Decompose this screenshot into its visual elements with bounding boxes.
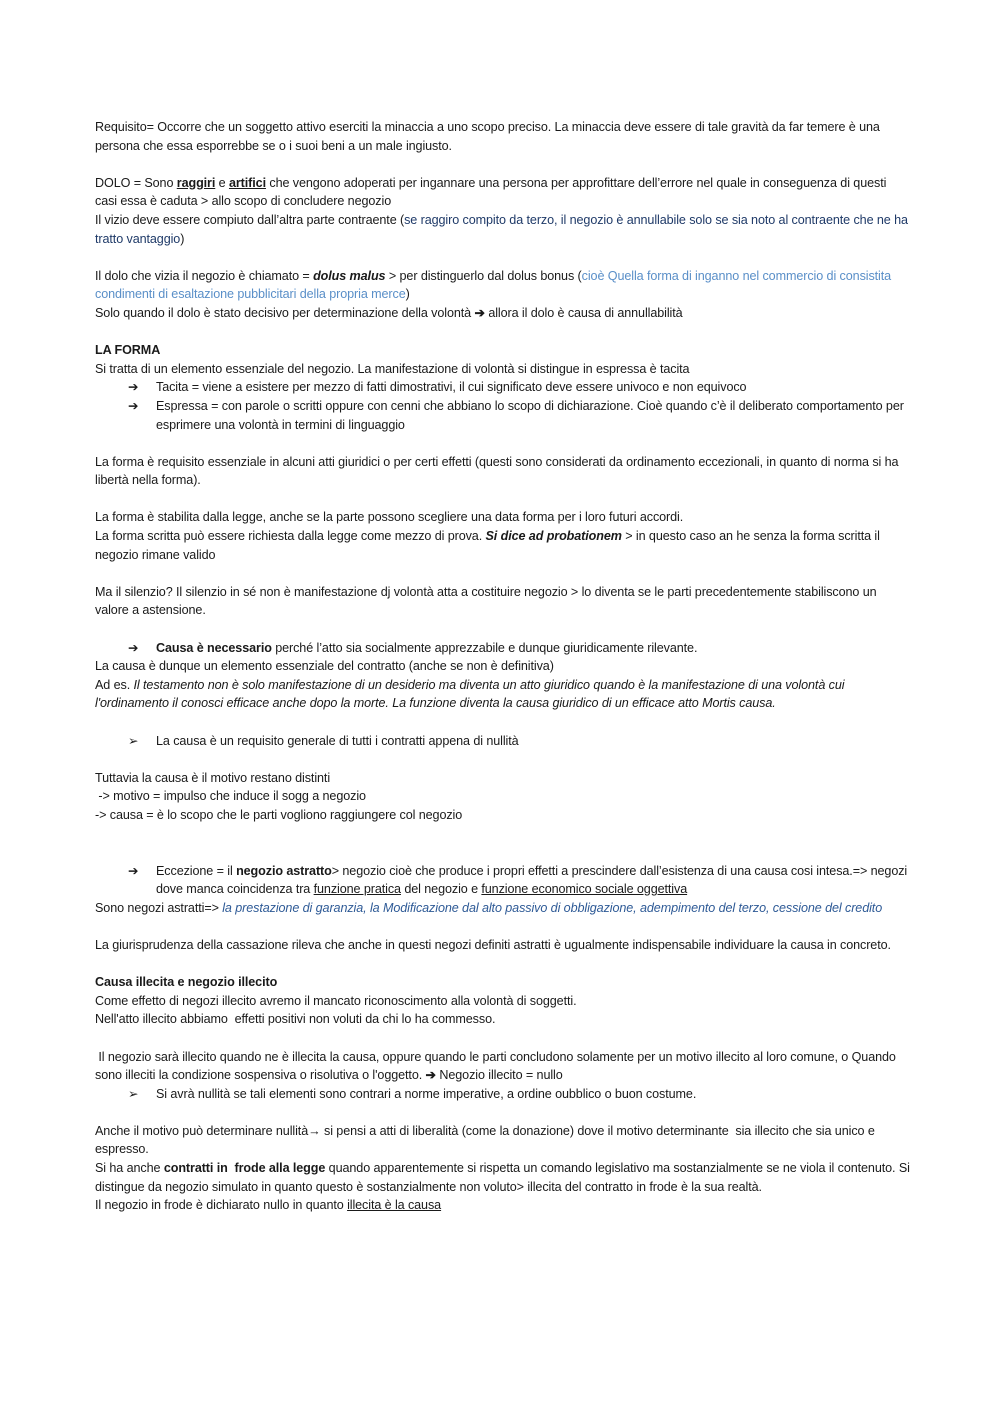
causa-line: -> causa = è lo scopo che le parti vogliono raggiungere col negozio (95, 807, 463, 822)
list-item-espressa (95, 397, 910, 434)
raggiri-term: raggiri (176, 175, 216, 190)
causa-elemento-paragraph: La causa è dunque un elemento essenziale del contratto (anche se non è definitiva) (95, 659, 554, 674)
arrow-icon: → (308, 1123, 321, 1138)
nullita-text: Si avrà nullità se tali elementi sono contrari a norme imperative, a ordine oubblico o buon costume. (156, 1086, 697, 1101)
testamento-text: Ad es. (95, 677, 134, 692)
testamento-paragraph (95, 676, 910, 713)
arrow-bullet-icon: ➔ (128, 640, 139, 655)
illecito-text: Negozio illecito = nullo (435, 1068, 563, 1083)
forma-requisito-paragraph: La forma è requisito essenziale in alcuni atti giuridici o per certi effetti (questi sono considerati da ordinamento eccezionali, in quanto di norma si ha libertà nella forma). (95, 454, 899, 488)
frode-paragraph (95, 1159, 914, 1196)
forma-intro: Si tratta di un elemento essenziale del negozio. La manifestazione di volontà si distingue in espressa è tacita (95, 361, 690, 376)
dolo-text: e (215, 175, 229, 190)
vizio-text: ) (180, 231, 185, 246)
frode-text: Si ha anche (95, 1161, 164, 1176)
dolus-paragraph (95, 267, 910, 304)
motivo-text: Anche il motivo può determinare nullità (95, 1123, 309, 1138)
list-item-causa (95, 639, 910, 658)
artifici-term: artifici (228, 175, 266, 190)
arrow-icon: ➔ (425, 1068, 436, 1083)
frode-text: quando apparentemente si rispetta un comando legislativo ma sostanzialmente se ne viola il contenuto. Si distingue da negozio simulato in quanto questo è sostanzialmente non voluto> illecita del contratto in frode è la sua realtà. (95, 1161, 914, 1194)
dolus-text: Il dolo che vizia il negozio è chiamato = (95, 268, 314, 283)
dolo-text: DOLO = Sono (95, 175, 177, 190)
illecita-causa-term: illecita è la causa (347, 1198, 442, 1213)
motivo-nullita-paragraph (95, 1122, 910, 1159)
list-item-nullita (95, 1085, 910, 1104)
dolus-text: > per distinguerlo dal dolus bonus ( (385, 268, 582, 283)
forma-heading: LA FORMA (95, 343, 161, 358)
funzione-pratica-term: funzione pratica (313, 882, 401, 897)
silenzio-paragraph: Ma il silenzio? Il silenzio in sé non è manifestazione dj volontà atta a costituire negozio > lo diventa se le parti precedentemente stabiliscono un valore a astensione. (95, 584, 877, 618)
causa-term: Causa è necessario (156, 640, 272, 655)
astratto-text: del negozio e (400, 882, 482, 897)
motivo-line: -> motivo = impulso che induce il sogg a negozio (95, 789, 366, 804)
scritta-text: La forma scritta può essere richiesta dalla legge come mezzo di prova. (95, 529, 486, 544)
testamento-example: Il testamento non è solo manifestazione di un desiderio ma diventa un atto giuridico quando è la manifestazione di una volontà cui l'ordinamento il conosci efficace anche dopo la morte. La funzione diventa la causa giuridico di un efficace atto Mortis causa. (95, 677, 845, 711)
atto-illecito-paragraph: Nell'atto illecito abbiamo effetti positivi non voluti da chi lo ha commesso. (95, 1012, 496, 1027)
vizio-paragraph (95, 211, 910, 248)
decisivo-text: allora il dolo è causa di annullabilità (484, 305, 683, 320)
vizio-text: Il vizio deve essere compiuto dall’altra parte contraente ( (95, 212, 405, 227)
arrow-icon: ➔ (474, 305, 485, 320)
document-page (95, 118, 914, 1215)
decisivo-paragraph (95, 304, 910, 323)
dolo-paragraph (95, 174, 910, 211)
list-item-requisito (95, 732, 910, 751)
espressa-text: Espressa = con parole o scritti oppure con cenni che abbiano lo scopo di dichiarazione. Cioè quando c’è il deliberato comportamento per esprimere una volontà in termini di linguaggio (156, 398, 904, 432)
requisito-paragraph: Requisito= Occorre che un soggetto attivo eserciti la minaccia a uno scopo preciso. La minaccia deve essere di tale gravità da far temere è una persona che essa esporrebbe se o i suoi beni a un male ingiusto. (95, 120, 880, 153)
negozi-astratti-paragraph (95, 899, 910, 918)
causa-text: perché l’atto sia socialmente apprezzabile e dunque giuridicamente rilevante. (271, 640, 698, 655)
dolus-malus-term: dolus malus (313, 268, 386, 283)
motivo-text: si pensi a atti di liberalità (come la donazione) dove il motivo determinante sia illecito che sia unico e espresso. (95, 1123, 879, 1157)
dolus-bonus-note: cioè Quella forma di inganno nel commercio di consistita condimenti di esaltazione pubblicitari della propria merce (95, 268, 892, 302)
dolo-text: che vengono adoperati per ingannare una persona per approfittare dell’errore nel quale in conseguenza di questi casi essa è caduta > allo scopo di concludere negozio (95, 175, 887, 209)
tuttavia-paragraph: Tuttavia la causa è il motivo restano distinti (95, 770, 331, 785)
arrow-bullet-icon: ➔ (128, 398, 139, 413)
negozio-astratto-term: negozio astratto (236, 863, 332, 878)
illecito-text: Il negozio sarà illecito quando ne è illecita la causa, oppure quando le parti concludono solamente per un motivo illecito al loro comune, o Quando sono illeciti la condizione sospensiva o risolutiva o l'oggetto. (95, 1049, 900, 1083)
giurisprudenza-paragraph: La giurisprudenza della cassazione rileva che anche in questi negozi definiti astratti è ugualmente indispensabile individuare la causa in concreto. (95, 937, 891, 952)
astratto-text: > negozio cioè che produce i propri effetti a prescindere dall’esistenza di una causa cosi intesa.=> negozi dove manca coincidenza tra (156, 863, 908, 897)
astratto-text: Eccezione = il (156, 863, 237, 878)
effetto-paragraph: Come effetto di negozi illecito avremo il mancato riconoscimento alla volontà di soggetti. (95, 993, 577, 1008)
astratti-text: Sono negozi astratti=> (95, 900, 223, 915)
vizio-note: se raggiro compito da terzo, il negozio è annullabile solo se sia noto al contraente che ne ha tratto vantaggio (95, 212, 908, 246)
list-item-astratto (95, 862, 910, 899)
sara-illecito-paragraph (95, 1048, 910, 1085)
arrow-bullet-icon: ➔ (128, 380, 139, 395)
dolus-text: ) (405, 287, 410, 302)
check-bullet-icon: ➢ (128, 1086, 139, 1101)
nullo-text: Il negozio in frode è dichiarato nullo in quanto (95, 1198, 348, 1213)
check-bullet-icon: ➢ (128, 733, 139, 748)
arrow-bullet-icon: ➔ (128, 863, 139, 878)
tacita-text: Tacita = viene a esistere per mezzo di fatti dimostrativi, il cui significato deve essere univoco e non equivoco (156, 380, 747, 395)
requisito-text: La causa è un requisito generale di tutti i contratti appena di nullità (156, 733, 519, 748)
scritta-text: > in questo caso an he senza la forma scritta il negozio rimane valido (95, 529, 880, 562)
illecita-heading: Causa illecita e negozio illecito (95, 975, 278, 990)
astratti-examples: la prestazione di garanzia, la Modificazione dal alto passivo di obbligazione, adempimento del terzo, cessione del credito (222, 900, 883, 915)
list-item-tacita (95, 378, 910, 397)
frode-term: contratti in frode alla legge (163, 1161, 326, 1176)
frode-nullo-paragraph (95, 1196, 910, 1215)
forma-scritta-paragraph (95, 527, 910, 564)
forma-stabilita-paragraph: La forma è stabilita dalla legge, anche se la parte possono scegliere una data forma per i loro futuri accordi. (95, 510, 684, 525)
decisivo-text: Solo quando il dolo è stato decisivo per determinazione della volontà (95, 305, 475, 320)
funzione-economica-term: funzione economico sociale oggettiva (481, 882, 688, 897)
ad-probationem-term: Si dice ad probationem (485, 529, 622, 544)
